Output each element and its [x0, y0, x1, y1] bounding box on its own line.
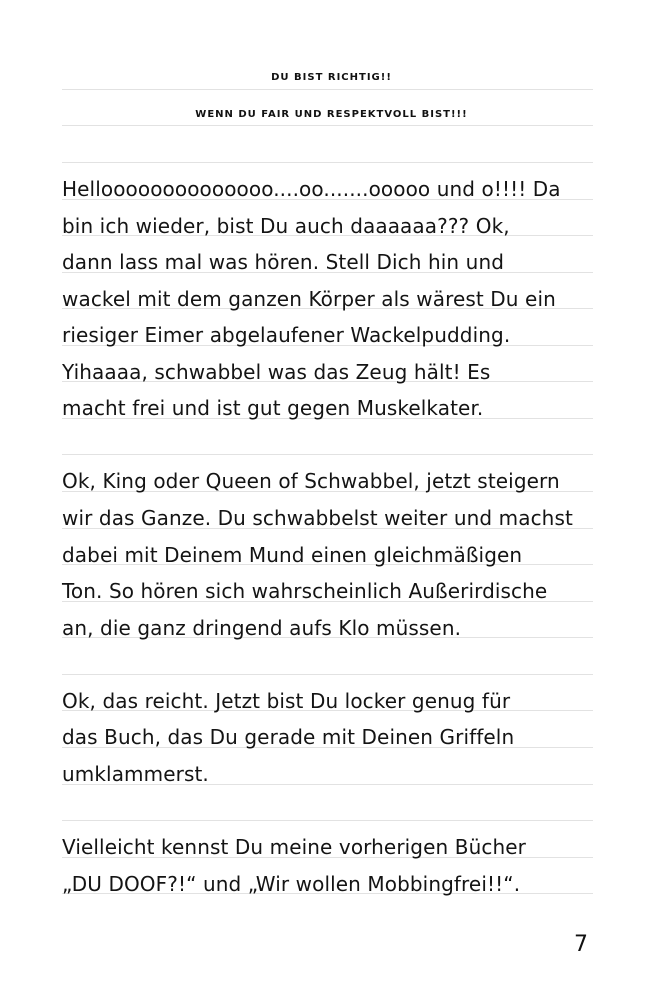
text-line: dann lass mal was hören. Stell Dich hin und [62, 250, 505, 274]
text-line: umklammerst. [62, 762, 209, 786]
text-line: Ton. So hören sich wahrscheinlich Außerirdische [62, 579, 548, 603]
text-line: wir das Ganze. Du schwabbelst weiter und machst [62, 506, 573, 530]
rule-line [62, 454, 593, 455]
text-line: das Buch, das Du gerade mit Deinen Griffeln [62, 725, 515, 749]
text-line: „DU DOOF?!“ und „Wir wollen Mobbingfrei!!“. [62, 872, 521, 896]
text-line: Ok, das reicht. Jetzt bist Du locker genug für [62, 689, 511, 713]
text-line: Helloooooooooooooo....oo.......ooooo und o!!!! Da [62, 177, 561, 201]
text-line: macht frei und ist gut gegen Muskelkater. [62, 396, 484, 420]
text-line: Ok, King oder Queen of Schwabbel, jetzt steigern [62, 469, 560, 493]
rule-line [62, 162, 593, 163]
page-heading-line-1: DU BIST RICHTIG!! [271, 72, 392, 83]
text-line: wackel mit dem ganzen Körper als wärest Du ein [62, 287, 556, 311]
text-line: Vielleicht kennst Du meine vorherigen Bücher [62, 835, 526, 859]
rule-line [62, 674, 593, 675]
page-number: 7 [574, 932, 588, 957]
text-line: dabei mit Deinem Mund einen gleichmäßigen [62, 543, 523, 567]
text-line: riesiger Eimer abgelaufener Wackelpudding. [62, 323, 511, 347]
page-heading-line-2: WENN DU FAIR UND RESPEKTVOLL BIST!!! [195, 109, 468, 120]
text-line: bin ich wieder, bist Du auch daaaaaa??? Ok, [62, 214, 510, 238]
text-line: an, die ganz dringend aufs Klo müssen. [62, 616, 462, 640]
text-line: Yihaaaa, schwabbel was das Zeug hält! Es [62, 360, 491, 384]
rule-line [62, 820, 593, 821]
